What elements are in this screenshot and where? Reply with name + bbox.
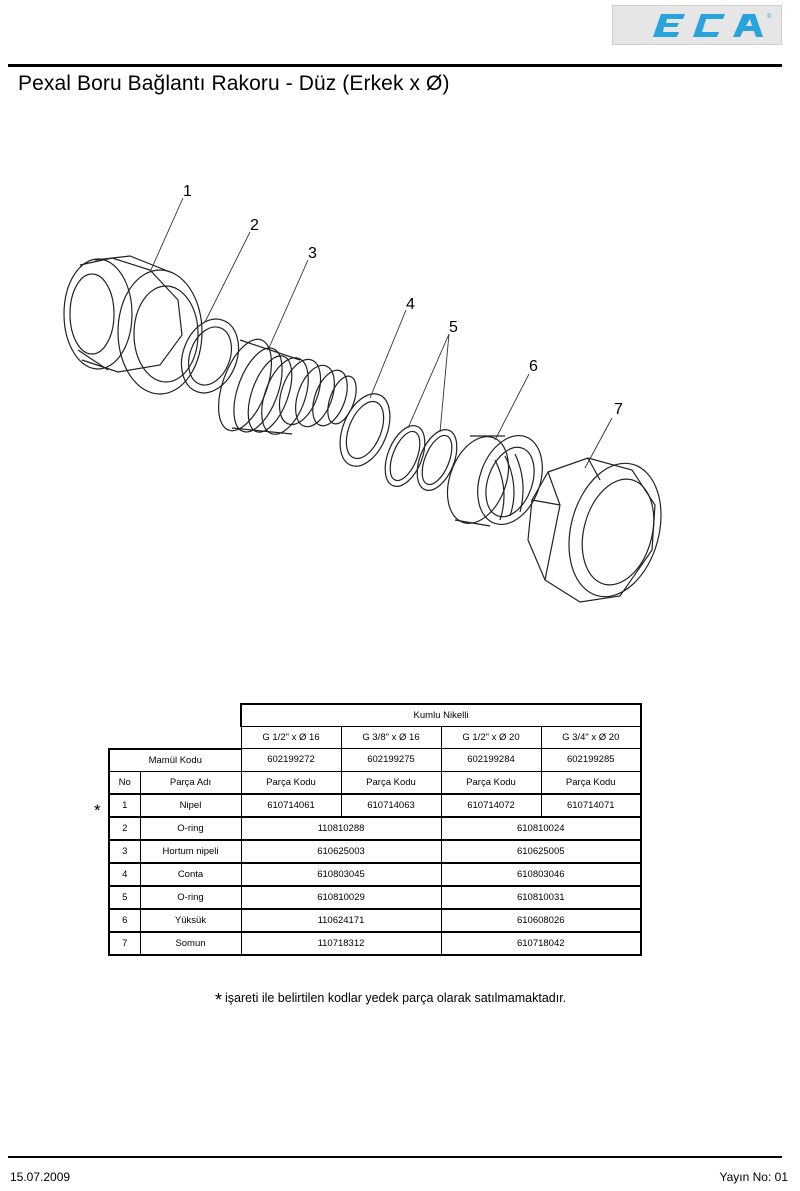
footnote-star: * bbox=[215, 990, 223, 1010]
row-part-name: Somun bbox=[140, 932, 241, 955]
row-part-code: 610803046 bbox=[441, 863, 641, 886]
row-part-name: Nipel bbox=[140, 794, 241, 817]
row-no: 5 bbox=[109, 886, 140, 909]
callout-2: 2 bbox=[250, 217, 259, 234]
row-part-name: O-ring bbox=[140, 886, 241, 909]
row-part-code: 610714061 bbox=[241, 794, 341, 817]
row-part-code: 610803045 bbox=[241, 863, 441, 886]
publish-date: 15.07.2009 bbox=[10, 1170, 71, 1184]
row-part-name: Conta bbox=[140, 863, 241, 886]
part-ferrule-drawing bbox=[436, 427, 554, 534]
callout-4: 4 bbox=[406, 296, 415, 313]
row-part-code: 610714071 bbox=[541, 794, 641, 817]
row-part-code: 610810029 bbox=[241, 886, 441, 909]
row-part-code: 610718042 bbox=[441, 932, 641, 955]
part-gasket-drawing bbox=[330, 387, 399, 474]
callout-6: 6 bbox=[529, 358, 538, 375]
part-oring-2-drawing bbox=[172, 311, 249, 401]
row-part-code: 610625005 bbox=[441, 840, 641, 863]
row-part-name: O-ring bbox=[140, 817, 241, 840]
variant-header: G 1/2" x Ø 16 bbox=[241, 727, 341, 749]
product-code-cell: 602199285 bbox=[541, 749, 641, 772]
registered-mark: ® bbox=[767, 14, 772, 20]
eca-logo-icon bbox=[613, 6, 781, 44]
header-rule bbox=[8, 64, 782, 67]
product-code-cell: 602199272 bbox=[241, 749, 341, 772]
row-part-code: 610714072 bbox=[441, 794, 541, 817]
row-no: 1 bbox=[109, 794, 140, 817]
leader-lines bbox=[150, 198, 612, 468]
part-code-header: Parça Kodu bbox=[441, 771, 541, 794]
finish-header: Kumlu Nikelli bbox=[241, 704, 641, 727]
exploded-view-drawing bbox=[0, 160, 800, 620]
callout-3: 3 bbox=[308, 245, 317, 262]
part-code-header: Parça Kodu bbox=[241, 771, 341, 794]
part-oring-5-drawing bbox=[377, 420, 464, 496]
variant-header: G 1/2" x Ø 20 bbox=[441, 727, 541, 749]
part-nut-drawing bbox=[528, 453, 675, 607]
part-code-header: Parça Kodu bbox=[341, 771, 441, 794]
row-part-code: 610810031 bbox=[441, 886, 641, 909]
part-name-header: Parça Adı bbox=[140, 771, 241, 794]
callout-5: 5 bbox=[449, 319, 458, 336]
footnote bbox=[215, 990, 566, 1011]
row-part-name: Yüksük bbox=[140, 909, 241, 932]
part-nipel-drawing bbox=[64, 256, 202, 394]
row-no: 4 bbox=[109, 863, 140, 886]
footnote-text: işareti ile belirtilen kodlar yedek parça olarak satılmamaktadır. bbox=[225, 991, 567, 1005]
footer-rule bbox=[8, 1156, 782, 1158]
row-part-code: 610625003 bbox=[241, 840, 441, 863]
row-part-code: 610810024 bbox=[441, 817, 641, 840]
variant-header: G 3/4" x Ø 20 bbox=[541, 727, 641, 749]
variant-header: G 3/8" x Ø 16 bbox=[341, 727, 441, 749]
brand-logo bbox=[612, 5, 782, 45]
part-code-header: Parça Kodu bbox=[541, 771, 641, 794]
parts-table bbox=[108, 703, 642, 956]
row-no: 7 bbox=[109, 932, 140, 955]
product-code-label: Mamül Kodu bbox=[109, 749, 241, 772]
row-part-code: 610608026 bbox=[441, 909, 641, 932]
product-code-cell: 602199275 bbox=[341, 749, 441, 772]
callout-7: 7 bbox=[614, 401, 623, 418]
row-no: 2 bbox=[109, 817, 140, 840]
page-title: Pexal Boru Bağlantı Rakoru - Düz (Erkek x Ø) bbox=[18, 72, 450, 95]
product-code-cell: 602199284 bbox=[441, 749, 541, 772]
row-part-name: Hortum nipeli bbox=[140, 840, 241, 863]
row-part-code: 610714063 bbox=[341, 794, 441, 817]
row-part-code: 110718312 bbox=[241, 932, 441, 955]
row-no: 3 bbox=[109, 840, 140, 863]
no-header: No bbox=[109, 771, 140, 794]
row-part-code: 110624171 bbox=[241, 909, 441, 932]
row-no: 6 bbox=[109, 909, 140, 932]
spare-part-star-marker: * bbox=[94, 801, 101, 820]
version-number: Yayın No: 01 bbox=[719, 1170, 788, 1184]
row-part-code: 110810288 bbox=[241, 817, 441, 840]
callout-1: 1 bbox=[183, 183, 192, 200]
